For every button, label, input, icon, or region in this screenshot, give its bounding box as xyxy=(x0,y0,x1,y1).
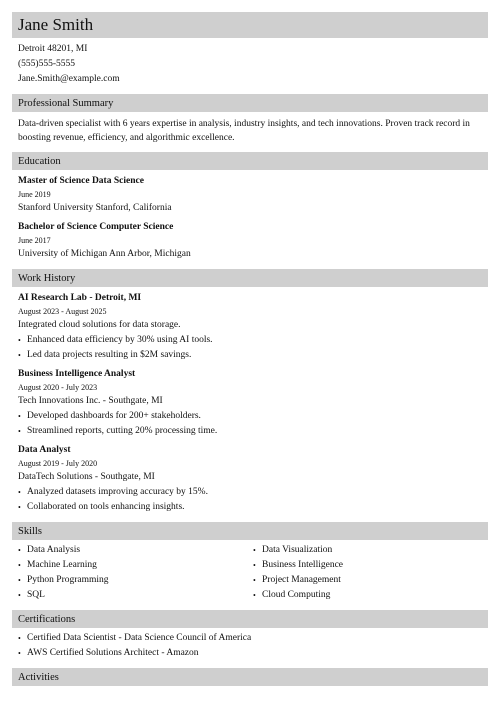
skill-item: • Business Intelligence xyxy=(253,558,488,573)
job-bullets xyxy=(18,485,488,515)
certification-item: • AWS Certified Solutions Architect - Amazon xyxy=(18,646,488,661)
job-org: Tech Innovations Inc. - Southgate, MI xyxy=(18,396,163,406)
work-item xyxy=(18,292,488,363)
job-title: Business Intelligence Analyst xyxy=(18,369,136,379)
section-header-skills: Skills xyxy=(12,522,488,540)
school: Stanford University Stanford, California xyxy=(18,203,172,213)
bullet-item: • Analyzed datasets improving accuracy by 15%. xyxy=(18,485,488,500)
skill-item: • Machine Learning xyxy=(18,558,253,573)
school: University of Michigan Ann Arbor, Michigan xyxy=(18,249,191,259)
skill-item: • Project Management xyxy=(253,573,488,588)
skill-item: • Python Programming xyxy=(18,573,253,588)
certification-bullets xyxy=(18,631,488,661)
work-item xyxy=(18,368,488,439)
skills-column-right xyxy=(253,543,488,603)
job-dates: August 2023 - August 2025 xyxy=(18,307,107,316)
degree: Bachelor of Science Computer Science xyxy=(18,222,174,232)
skill-item: • Data Visualization xyxy=(253,543,488,558)
bullet-item: • Collaborated on tools enhancing insights. xyxy=(18,500,488,515)
address: Detroit 48201, MI xyxy=(18,44,88,54)
section-header-summary: Professional Summary xyxy=(12,94,488,112)
job-bullets xyxy=(18,409,488,439)
job-dates: August 2020 - July 2023 xyxy=(18,383,98,392)
email: Jane.Smith@example.com xyxy=(18,74,120,84)
bullet-item: • Developed dashboards for 200+ stakeholders. xyxy=(18,409,488,424)
education-list xyxy=(12,175,488,262)
name-header xyxy=(12,12,488,38)
section-header-activities: Activities xyxy=(12,668,488,686)
job-bullets xyxy=(18,333,488,363)
education-item xyxy=(18,175,488,216)
job-title: Data Analyst xyxy=(18,445,71,455)
resume-page xyxy=(12,12,488,686)
certification-item: • Certified Data Scientist - Data Science Council of America xyxy=(18,631,488,646)
section-header-certifications: Certifications xyxy=(12,610,488,628)
candidate-name: Jane Smith xyxy=(18,15,94,34)
graduation-date: June 2017 xyxy=(18,236,51,245)
skills-column-left xyxy=(18,543,253,603)
contact-block xyxy=(12,42,488,87)
education-item xyxy=(18,221,488,262)
job-org: DataTech Solutions - Southgate, MI xyxy=(18,472,155,482)
degree: Master of Science Data Science xyxy=(18,176,144,186)
certifications-list xyxy=(12,631,488,661)
bullet-item: • Led data projects resulting in $2M savings. xyxy=(18,348,488,363)
job-title: AI Research Lab - Detroit, MI xyxy=(18,293,142,303)
bullet-item: • Enhanced data efficiency by 30% using AI tools. xyxy=(18,333,488,348)
job-dates: August 2019 - July 2020 xyxy=(18,459,98,468)
job-org: Integrated cloud solutions for data storage. xyxy=(18,320,181,330)
section-header-work-history: Work History xyxy=(12,269,488,287)
skill-item: • Cloud Computing xyxy=(253,588,488,603)
skills-grid xyxy=(12,543,488,603)
skill-item: • SQL xyxy=(18,588,253,603)
summary-text: Data-driven specialist with 6 years expertise in analysis, industry insights, and tech innovations. Proven track record in boosting revenue, efficiency, and algorithmic excellence. xyxy=(18,119,470,143)
work-item xyxy=(18,444,488,515)
graduation-date: June 2019 xyxy=(18,190,51,199)
phone: (555)555-5555 xyxy=(18,59,75,69)
work-list xyxy=(12,292,488,515)
skill-item: • Data Analysis xyxy=(18,543,253,558)
bullet-item: • Streamlined reports, cutting 20% processing time. xyxy=(18,424,488,439)
section-header-education: Education xyxy=(12,152,488,170)
